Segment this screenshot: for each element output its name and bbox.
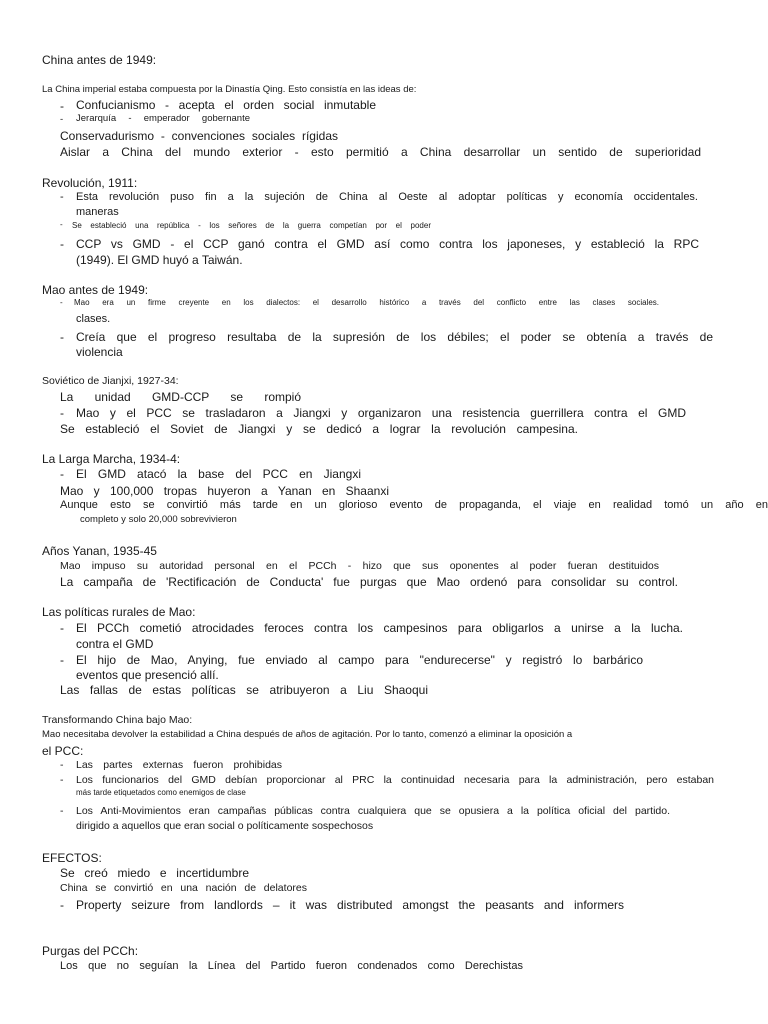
text-line: clases. (76, 313, 111, 325)
text-line: El GMD atacó la base del PCC en Jiangxi (76, 467, 361, 481)
text-line: más tarde etiquetados como enemigos de clase (76, 788, 246, 797)
text-line: (1949). El GMD huyó a Taiwán. (76, 253, 243, 267)
text-line: Mao y el PCC se trasladaron a Jiangxi y organizaron una resistencia guerrillera contra el GMD (76, 406, 686, 420)
text-line: China se convirtió en una nación de delatores (60, 882, 307, 894)
text-line: Property seizure from landlords – it was distributed amongst the peasants and informers (76, 898, 624, 912)
text-line: el PCC: (42, 744, 84, 758)
text-line: Años Yanan, 1935-45 (42, 544, 157, 558)
bullet-dash: - (60, 406, 64, 420)
bullet-dash: - (60, 621, 64, 635)
text-line: China antes de 1949: (42, 53, 157, 67)
bullet-dash: - (60, 114, 64, 125)
bullet-dash: - (60, 330, 64, 344)
text-line: La China imperial estaba compuesta por la Dinastía Qing. Esto consistía en las ideas de: (42, 84, 417, 95)
text-line: Conservadurismo - convenciones sociales rígidas (60, 129, 338, 143)
text-line: Se estableció una república - los señores de la guerra competían por el poder (72, 221, 431, 230)
bullet-dash: - (60, 467, 64, 481)
text-line: Las fallas de estas políticas se atribuyeron a Liu Shaoqui (60, 683, 428, 697)
text-line: La Larga Marcha, 1934-4: (42, 452, 181, 466)
text-line: Mao era un firme creyente en los dialectos: el desarrollo histórico a través del conflicto entre las clases sociales. (74, 298, 659, 307)
text-line: El PCCh cometió atrocidades feroces contra los campesinos para obligarlos a unirse a la lucha. (76, 621, 683, 635)
text-line: Se creó miedo e incertidumbre (60, 866, 249, 880)
bullet-dash: - (60, 759, 64, 771)
bullet-dash: - (60, 220, 63, 229)
bullet-dash: - (60, 237, 64, 251)
text-line: EFECTOS: (42, 851, 102, 865)
text-line: Los que no seguían la Línea del Partido fueron condenados como Derechistas (60, 960, 523, 972)
text-line: Jerarquía - emperador gobernante (76, 113, 250, 124)
text-line: dirigido a aquellos que eran social o políticamente sospechosos (76, 820, 374, 832)
bullet-dash: - (60, 99, 64, 113)
text-line: Confucianismo - acepta el orden social inmutable (76, 98, 376, 112)
text-line: Las políticas rurales de Mao: (42, 605, 196, 619)
bullet-dash: - (60, 191, 64, 203)
bullet-dash: - (60, 298, 63, 307)
text-line: Creía que el progreso resultaba de la supresión de los débiles; el poder se obtenía a través de (76, 330, 713, 344)
bullet-dash: - (60, 805, 64, 817)
text-line: Mao necesitaba devolver la estabilidad a China después de años de agitación. Por lo tanto, comenzó a eliminar la oposición a (42, 729, 573, 740)
text-line: completo y solo 20,000 sobrevivieron (80, 514, 237, 525)
bullet-dash: - (60, 898, 64, 912)
text-line: Los Anti-Movimientos eran campañas públicas contra cualquiera que se opusiera a la política oficial del partido. (76, 805, 670, 817)
text-line: violencia (76, 345, 123, 359)
bullet-dash: - (60, 653, 64, 667)
text-line: Soviético de Jianjxi, 1927-34: (42, 375, 179, 387)
text-line: Transformando China bajo Mao: (42, 714, 193, 726)
text-line: contra el GMD (76, 637, 154, 651)
text-line: Los funcionarios del GMD debían proporcionar al PRC la continuidad necesaria para la administración, pero estaban (76, 774, 714, 786)
text-line: Mao y 100,000 tropas huyeron a Yanan en Shaanxi (60, 484, 389, 498)
text-line: eventos que presenció allí. (76, 668, 219, 682)
text-line: maneras (76, 206, 119, 218)
text-line: Esta revolución puso fin a la sujeción de China al Oeste al adoptar políticas y economía occidentales. (76, 191, 698, 203)
text-line: Las partes externas fueron prohibidas (76, 759, 282, 771)
text-line: CCP vs GMD - el CCP ganó contra el GMD así como contra los japoneses, y estableció la RPC (76, 237, 699, 251)
text-line: Revolución, 1911: (42, 176, 138, 190)
text-line: El hijo de Mao, Anying, fue enviado al campo para "endurecerse" y registró lo barbárico (76, 653, 643, 667)
text-line: Mao antes de 1949: (42, 283, 149, 297)
text-line: Aislar a China del mundo exterior - esto permitió a China desarrollar un sentido de superioridad (60, 145, 701, 159)
bullet-dash: - (60, 774, 64, 786)
text-line: Purgas del PCCh: (42, 944, 139, 958)
text-line: Se estableció el Soviet de Jiangxi y se dedicó a lograr la revolución campesina. (60, 422, 578, 436)
text-line: Aunque esto se convirtió más tarde en un glorioso evento de propaganda, el viaje en realidad tomó un año en (60, 499, 768, 511)
text-line: La campaña de 'Rectificación de Conducta' fue purgas que Mao ordenó para consolidar su control. (60, 575, 678, 589)
text-line: Mao impuso su autoridad personal en el PCCh - hizo que sus oponentes al poder fueran destituidos (60, 560, 659, 572)
text-line: La unidad GMD-CCP se rompió (60, 390, 301, 404)
